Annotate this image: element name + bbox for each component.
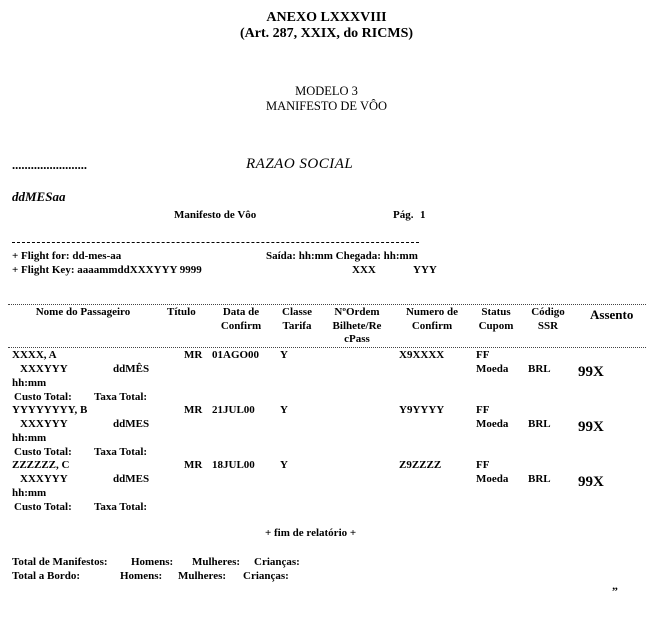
annex-title: ANEXO LXXXVIII <box>266 10 387 25</box>
onboard-women-label: Mulheres: <box>178 570 227 582</box>
onboard-children-label: Crianças: <box>243 570 289 582</box>
passenger-date-code: ddMES <box>113 473 150 485</box>
fare-class: Y <box>280 459 288 471</box>
confirm-date: 01AGO00 <box>212 349 260 361</box>
seat-number: 99X <box>578 474 604 490</box>
total-cost: Custo Total: <box>14 501 72 513</box>
confirm-number: Z9ZZZZ <box>399 459 442 471</box>
passenger-title: MR <box>184 349 203 361</box>
seat-number: 99X <box>578 364 604 380</box>
passenger-title: MR <box>184 404 203 416</box>
flight-times: Saída: hh:mm Chegada: hh:mm <box>266 250 418 262</box>
col-title: Título <box>167 306 196 318</box>
annex-subtitle: (Art. 287, XXIX, do RICMS) <box>239 26 414 41</box>
onboard-men-label: Homens: <box>120 570 163 582</box>
seat-number: 99X <box>578 419 604 435</box>
manifest-children-label: Crianças: <box>254 556 300 568</box>
page-label: Pág. <box>393 209 414 221</box>
table-top-rule <box>8 304 646 305</box>
passenger-date-code: ddMES <box>113 418 150 430</box>
page-number: 1 <box>420 209 426 221</box>
currency-label: Moeda <box>476 473 509 485</box>
col-confirm-no: Numero de Confirm <box>405 306 459 332</box>
confirm-date: 18JUL00 <box>212 459 255 471</box>
passenger-code: XXXYYY <box>20 473 68 485</box>
onboard-total-label: Total a Bordo: <box>12 570 81 582</box>
flight-destination: YYY <box>413 264 437 276</box>
model-label: MODELO 3 <box>295 84 358 98</box>
header-bottom-rule <box>8 347 646 348</box>
total-tax: Taxa Total: <box>94 446 148 458</box>
flight-separator <box>12 242 419 243</box>
col-class: Classe Tarifa <box>282 306 312 332</box>
passenger-date-code: ddMÊS <box>113 363 150 375</box>
manifest-total-label: Total de Manifestos: <box>12 556 108 568</box>
report-end: + fim de relatório + <box>265 527 357 539</box>
passenger-time: hh:mm <box>12 487 47 499</box>
passenger-time: hh:mm <box>12 432 47 444</box>
col-date: Data de Confirm <box>220 306 262 332</box>
company-name: RAZAO SOCIAL <box>246 156 354 172</box>
confirm-date: 21JUL00 <box>212 404 255 416</box>
passenger-name: XXXX, A <box>12 349 57 361</box>
total-cost: Custo Total: <box>14 446 72 458</box>
col-order: NºOrdem Bilhete/Re cPass <box>332 306 382 345</box>
closing-quote-mark: „ <box>612 578 618 592</box>
passenger-name: ZZZZZZ, C <box>12 459 70 471</box>
passenger-code: XXXYYY <box>20 363 68 375</box>
document-name: MANIFESTO DE VÔO <box>265 99 388 113</box>
flight-key: + Flight Key: aaaammddXXXYYY 9999 <box>12 264 202 276</box>
confirm-number: Y9YYYY <box>399 404 445 416</box>
ssr-code: BRL <box>528 363 551 375</box>
ssr-code: BRL <box>528 473 551 485</box>
manifest-women-label: Mulheres: <box>192 556 241 568</box>
manifest-men-label: Homens: <box>131 556 174 568</box>
passenger-time: hh:mm <box>12 377 47 389</box>
col-ssr: Código SSR <box>531 306 565 332</box>
coupon-status: FF <box>476 404 490 416</box>
col-seat: Assento <box>590 307 634 322</box>
company-dots: ........................ <box>12 158 87 172</box>
flight-origin: XXX <box>352 264 376 276</box>
confirm-number: X9XXXX <box>399 349 445 361</box>
date-code: ddMESaa <box>12 189 66 204</box>
coupon-status: FF <box>476 459 490 471</box>
ssr-code: BRL <box>528 418 551 430</box>
passenger-code: XXXYYY <box>20 418 68 430</box>
fare-class: Y <box>280 349 288 361</box>
total-tax: Taxa Total: <box>94 501 148 513</box>
flight-for: + Flight for: dd-mes-aa <box>12 250 122 262</box>
passenger-name: YYYYYYYY, B <box>12 404 88 416</box>
report-title: Manifesto de Vôo <box>174 209 257 221</box>
col-passenger: Nome do Passageiro <box>35 306 131 318</box>
passenger-title: MR <box>184 459 203 471</box>
currency-label: Moeda <box>476 418 509 430</box>
col-status: Status Cupom <box>478 306 514 332</box>
total-cost: Custo Total: <box>14 391 72 403</box>
coupon-status: FF <box>476 349 490 361</box>
fare-class: Y <box>280 404 288 416</box>
currency-label: Moeda <box>476 363 509 375</box>
total-tax: Taxa Total: <box>94 391 148 403</box>
